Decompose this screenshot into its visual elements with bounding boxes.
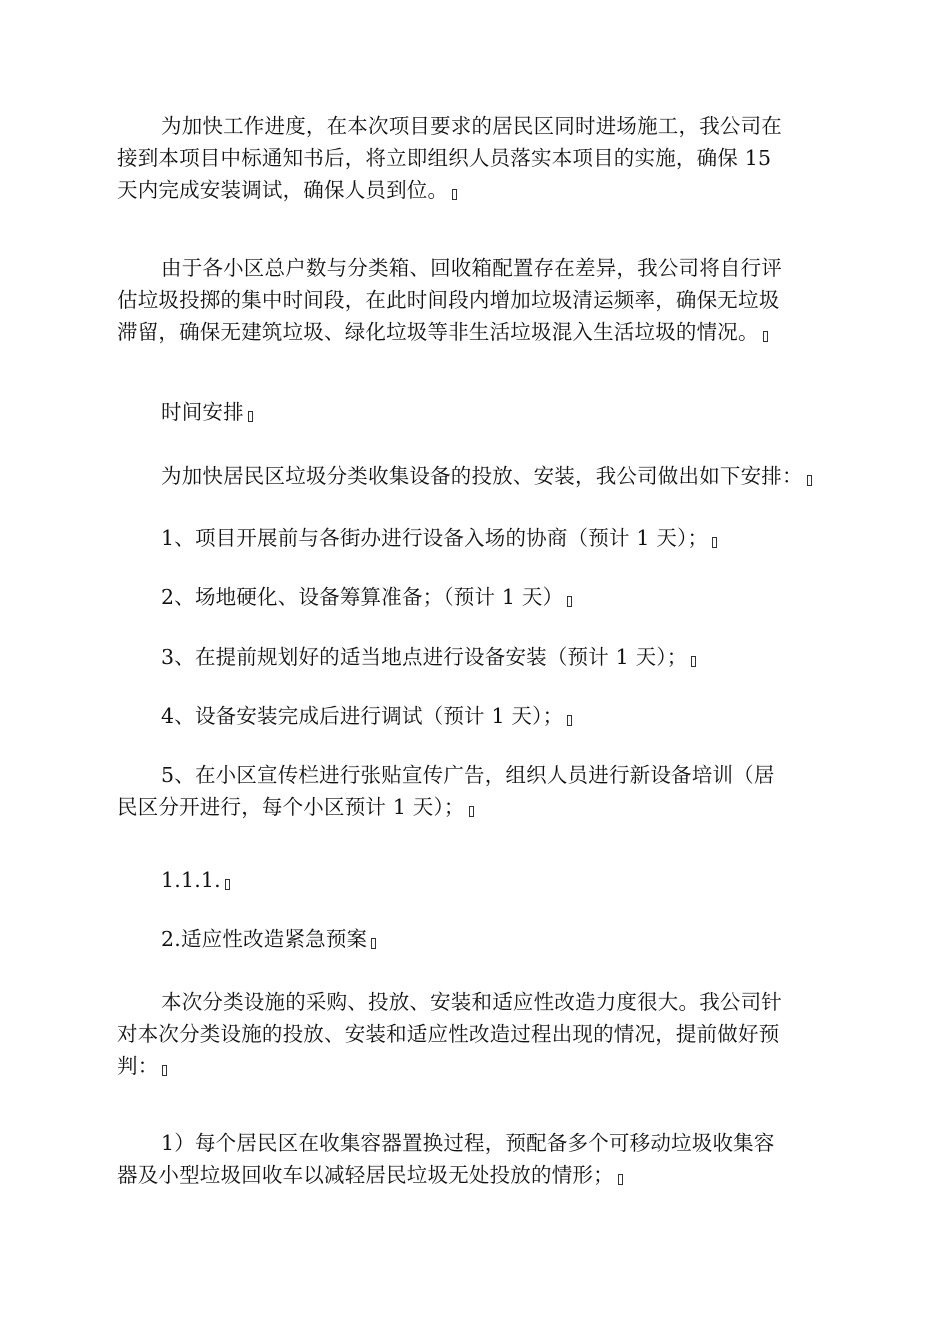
text-content: 判：: [117, 1054, 159, 1078]
paragraph-mark-icon: [712, 537, 717, 548]
text-line-end: [117, 641, 837, 673]
text-line-end: [117, 396, 837, 428]
text-content: 2.适应性改造紧急预案: [161, 927, 368, 951]
text-content: 1、项目开展前与各街办进行设备入场的协商（预计 1 天）；: [161, 526, 709, 550]
list-item-3: [117, 641, 837, 673]
paragraph-difference: [117, 252, 837, 348]
text-line-end: [117, 316, 837, 348]
text-content: 时间安排: [161, 400, 244, 424]
paragraph-container-replacement: [117, 1127, 837, 1191]
list-item-5: [117, 759, 837, 823]
text-line: 由于各小区总户数与分类箱、回收箱配置存在差异，我公司将自行评: [161, 256, 782, 280]
heading-schedule: [117, 396, 837, 428]
text-content: 2、场地硬化、设备筹算准备；（预计 1 天）: [161, 585, 564, 609]
heading-emergency-plan: [117, 923, 837, 955]
text-line-end: [117, 581, 837, 613]
text-line: 5、在小区宣传栏进行张贴宣传广告，组织人员进行新设备培训（居: [161, 763, 775, 787]
text-line-end: [117, 522, 837, 554]
text-line: 接到本项目中标通知书后，将立即组织人员落实本项目的实施，确保 15: [117, 146, 772, 170]
text-line: 为加快工作进度，在本次项目要求的居民区同时进场施工，我公司在: [161, 114, 782, 138]
list-item-4: [117, 700, 837, 732]
text-line: 对本次分类设施的投放、安装和适应性改造过程出现的情况，提前做好预: [117, 1022, 780, 1046]
paragraph-arrangement-intro: [117, 460, 837, 492]
text-content: 天内完成安装调试，确保人员到位。: [117, 178, 449, 202]
text-content: 为加快居民区垃圾分类收集设备的投放、安装，我公司做出如下安排：: [161, 464, 803, 488]
text-content: 1.1.1.: [161, 868, 221, 892]
paragraph-mark-icon: [162, 1065, 167, 1076]
paragraph-emergency: [117, 986, 837, 1082]
paragraph-mark-icon: [618, 1174, 623, 1185]
text-line: 本次分类设施的采购、投放、安装和适应性改造力度很大。我公司针: [161, 990, 782, 1014]
paragraph-mark-icon: [248, 411, 253, 422]
list-item-1: [117, 522, 837, 554]
paragraph-mark-icon: [452, 189, 457, 200]
paragraph-mark-icon: [225, 879, 230, 890]
paragraph-mark-icon: [567, 596, 572, 607]
text-content: 3、在提前规划好的适当地点进行设备安装（预计 1 天）；: [161, 645, 688, 669]
section-number: [117, 864, 837, 896]
text-content: 器及小型垃圾回收车以减轻居民垃圾无处投放的情形；: [117, 1163, 614, 1187]
paragraph-mark-icon: [371, 938, 376, 949]
paragraph-progress: [117, 110, 837, 206]
paragraph-mark-icon: [807, 475, 812, 486]
text-line-end: [117, 1050, 837, 1082]
list-item-2: [117, 581, 837, 613]
text-line-end: [117, 864, 837, 896]
text-content: 民区分开进行，每个小区预计 1 天）；: [117, 795, 465, 819]
text-line-end: [117, 791, 837, 823]
text-line: 估垃圾投掷的集中时间段，在此时间段内增加垃圾清运频率，确保无垃圾: [117, 288, 780, 312]
text-content: 4、设备安装完成后进行调试（预计 1 天）；: [161, 704, 564, 728]
text-content: 滞留，确保无建筑垃圾、绿化垃圾等非生活垃圾混入生活垃圾的情况。: [117, 320, 759, 344]
paragraph-mark-icon: [567, 715, 572, 726]
text-line-end: [117, 174, 837, 206]
paragraph-mark-icon: [691, 656, 696, 667]
text-line-end: [117, 1159, 837, 1191]
paragraph-mark-icon: [763, 331, 768, 342]
text-line-end: [117, 460, 837, 492]
paragraph-mark-icon: [469, 806, 474, 817]
text-line: 1）每个居民区在收集容器置换过程，预配备多个可移动垃圾收集容: [161, 1131, 775, 1155]
text-line-end: [117, 700, 837, 732]
text-line-end: [117, 923, 837, 955]
